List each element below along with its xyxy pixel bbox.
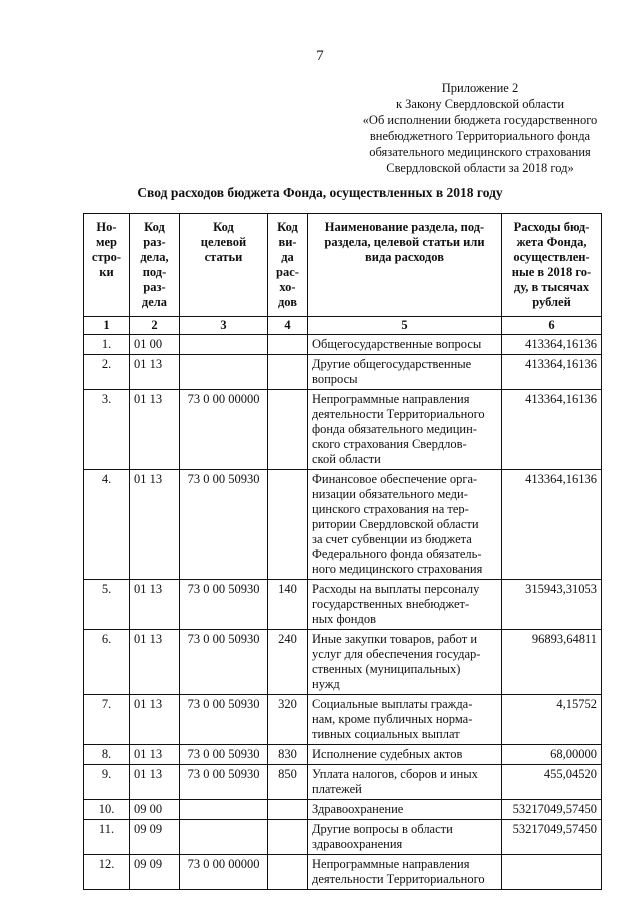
target-code: 73 0 00 50930 [180,745,268,765]
row-number: 5. [84,580,130,630]
target-code: 73 0 00 50930 [180,765,268,800]
section-code: 01 13 [130,745,180,765]
row-name: Общегосударственные вопросы [308,335,502,355]
row-number: 9. [84,765,130,800]
row-amount: 413364,16136 [502,355,602,390]
table-body [84,335,602,890]
section-code: 01 13 [130,355,180,390]
row-amount: 96893,64811 [502,630,602,695]
table-row [84,695,602,745]
appendix-line: внебюджетного Территориального фонда [369,129,591,143]
table-row [84,855,602,890]
column-number: 3 [180,317,268,335]
target-code: 73 0 00 50930 [180,470,268,580]
expense-kind-code [268,335,308,355]
row-name: Другие общегосударственные вопросы [308,355,502,390]
column-number: 4 [268,317,308,335]
table-row [84,580,602,630]
target-code: 73 0 00 50930 [180,695,268,745]
section-code: 09 09 [130,855,180,890]
row-number: 1. [84,335,130,355]
header-target-code: Код целевой статьи [180,214,268,317]
appendix-line: Свердловской области за 2018 год» [386,161,574,175]
row-name: Расходы на выплаты персоналу государственных внебюджет- ных фондов [308,580,502,630]
column-number-row [84,317,602,335]
row-number: 4. [84,470,130,580]
expense-kind-code [268,390,308,470]
table-header-row [84,214,602,317]
expense-kind-code [268,820,308,855]
row-number: 8. [84,745,130,765]
appendix-note [330,80,630,176]
row-name: Исполнение судебных актов [308,745,502,765]
header-expense-kind-code: Код ви- да рас- хо- дов [268,214,308,317]
section-code: 01 13 [130,695,180,745]
row-number: 2. [84,355,130,390]
appendix-line: Приложение 2 [441,81,519,95]
target-code: 73 0 00 00000 [180,390,268,470]
target-code: 73 0 00 00000 [180,855,268,890]
target-code: 73 0 00 50930 [180,580,268,630]
row-name: Социальные выплаты гражда- нам, кроме публичных норма- тивных социальных выплат [308,695,502,745]
target-code: 73 0 00 50930 [180,630,268,695]
target-code [180,800,268,820]
row-amount: 315943,31053 [502,580,602,630]
document-title: Свод расходов бюджета Фонда, осуществленных в 2018 году [137,185,503,200]
row-number: 11. [84,820,130,855]
appendix-line: обязательного медицинского страхования [369,145,591,159]
table-row [84,800,602,820]
table-row [84,745,602,765]
table-row [84,355,602,390]
expense-kind-code: 850 [268,765,308,800]
appendix-line: «Об исполнении бюджета государственного [362,113,598,127]
expense-kind-code: 830 [268,745,308,765]
row-number: 7. [84,695,130,745]
row-amount: 455,04520 [502,765,602,800]
column-number: 5 [308,317,502,335]
table-row [84,335,602,355]
row-number: 3. [84,390,130,470]
section-code: 09 09 [130,820,180,855]
expense-kind-code: 240 [268,630,308,695]
appendix-line: к Закону Свердловской области [395,97,565,111]
expense-kind-code [268,470,308,580]
column-number: 1 [84,317,130,335]
row-name: Финансовое обеспечение орга- низации обязательного меди- цинского страхования на тер- ритории Свердловской области за счет субвенции из бюджета Федерального фонда обязатель- ного медицинского страхования [308,470,502,580]
section-code: 01 00 [130,335,180,355]
expense-kind-code: 140 [268,580,308,630]
section-code: 09 00 [130,800,180,820]
section-code: 01 13 [130,765,180,800]
section-code: 01 13 [130,630,180,695]
row-name: Уплата налогов, сборов и иных платежей [308,765,502,800]
row-name: Здравоохранение [308,800,502,820]
page-number: 7 [316,48,324,64]
row-number: 10. [84,800,130,820]
target-code [180,820,268,855]
row-amount [502,855,602,890]
section-code: 01 13 [130,580,180,630]
row-amount: 53217049,57450 [502,820,602,855]
header-amount: Расходы бюд- жета Фонда, осуществлен- ные в 2018 го- ду, в тысячах рублей [502,214,602,317]
target-code [180,335,268,355]
target-code [180,355,268,390]
table-row [84,820,602,855]
expense-kind-code [268,355,308,390]
section-code: 01 13 [130,390,180,470]
row-number: 12. [84,855,130,890]
expenditure-table [83,213,602,890]
header-section-code: Код раз- дела, под- раз- дела [130,214,180,317]
row-amount: 68,00000 [502,745,602,765]
table-row [84,630,602,695]
row-name: Непрограммные направления деятельности Территориального фонда обязательного медицин- ского страхования Свердлов- ской области [308,390,502,470]
column-number: 2 [130,317,180,335]
column-number: 6 [502,317,602,335]
expense-kind-code: 320 [268,695,308,745]
header-name: Наименование раздела, под- раздела, целевой статьи или вида расходов [308,214,502,317]
expense-kind-code [268,800,308,820]
table-row [84,765,602,800]
row-amount: 413364,16136 [502,335,602,355]
row-amount: 413364,16136 [502,390,602,470]
row-amount: 413364,16136 [502,470,602,580]
row-name: Другие вопросы в области здравоохранения [308,820,502,855]
row-number: 6. [84,630,130,695]
row-name: Непрограммные направления деятельности Территориального [308,855,502,890]
section-code: 01 13 [130,470,180,580]
header-row-number: Но- мер стро- ки [84,214,130,317]
row-amount: 53217049,57450 [502,800,602,820]
expense-kind-code [268,855,308,890]
table-row [84,390,602,470]
row-amount: 4,15752 [502,695,602,745]
table-row [84,470,602,580]
row-name: Иные закупки товаров, работ и услуг для обеспечения государ- ственных (муниципальных) нужд [308,630,502,695]
